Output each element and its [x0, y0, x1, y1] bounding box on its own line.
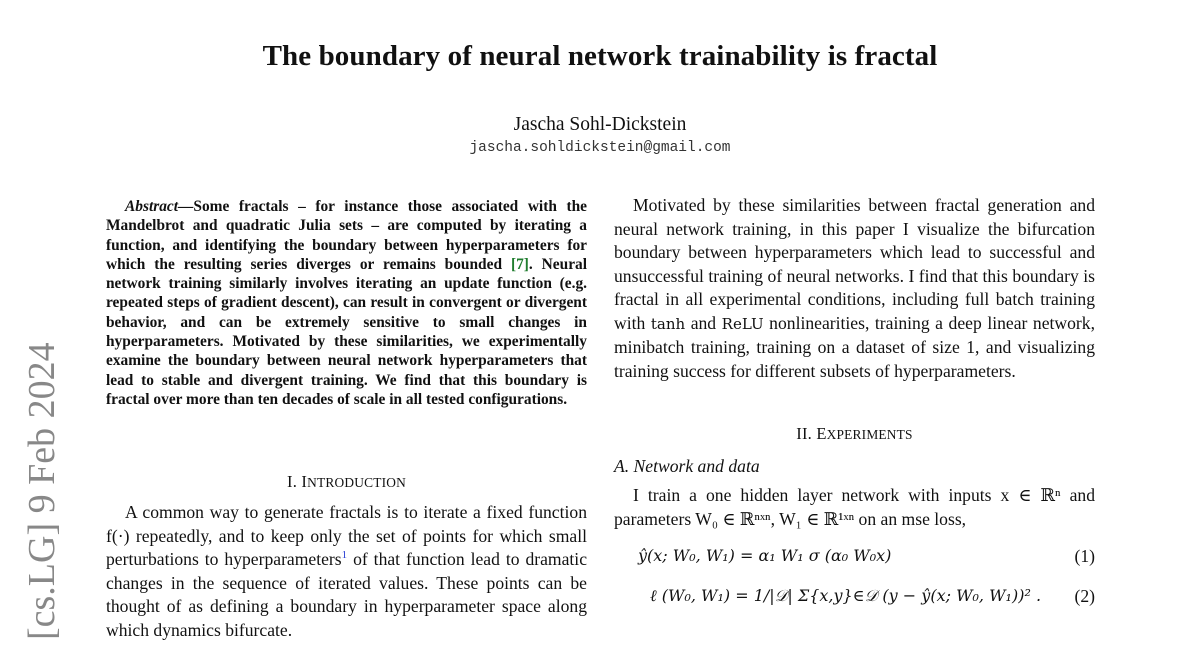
equation-1-expr: ŷ(x; W₀, W₁) = α₁ W₁ σ (α₀ W₀x) [638, 546, 892, 565]
abstract-lead: Abstract— [125, 198, 194, 215]
footnote-link[interactable]: 1 [341, 549, 348, 562]
motivation-paragraph: Motivated by these similarities between fractal generation and neural network training, in this paper I visualize the bifurcation boundary between hyperparameters which lead to successful and unsuccessful training of neural networks. I find that this boundary is fractal in all experimental conditions, including full batch training with tanh and ReLU nonlinearities, training a deep linear network, minibatch training, training on a dataset of size 1, and visualizing training success for different subsets of hyperparameters. [614, 195, 1095, 381]
author-name: Jascha Sohl-Dickstein [513, 114, 687, 135]
equation-1-number: (1) [1074, 546, 1095, 566]
subsection-heading: A. Network and data [614, 456, 760, 476]
network-paragraph: I train a one hidden layer network with inputs x ∈ ℝⁿ and parameters W₀ ∈ ℝⁿˣⁿ, W₁ ∈ ℝ¹ˣⁿ on an mse loss, [614, 485, 1095, 529]
abstract-text-2: . Neural network training similarly involves iterating an update function (e.g. repeated steps of gradient descent), can result in convergent or divergent behavior, and can be extremely sensitive to small changes in hyperparameters. Motivated by these similarities, we experimentally examine the boundary between neural network hyperparameters that lead to stable and divergent training. We find that this boundary is fractal over more than ten decades of scale in all tested configurations. [106, 255, 587, 408]
section-heading-experiments: II. EXPERIMENTS [796, 424, 913, 443]
intro-paragraph: A common way to generate fractals is to iterate a fixed function f(·) repeatedly, and to keep only the set of points for which small perturbations to hyperparameters$^1$ of that function lead to dramatic changes in the sequence of iterated values. These points can be thought of as defining a boundary in hyperparameter space along which dynamics bifurcate. [106, 502, 588, 640]
abstract-text-1: Some fractals – for instance those associated with the Mandelbrot and quadratic Julia sets – are computed by iterating a function, and identifying the boundary between hyperparameters for which the resulting series diverges or remains bounded [106, 198, 587, 273]
paper-title: The boundary of neural network trainability is fractal [262, 40, 938, 72]
citation-link[interactable]: [7] [510, 255, 529, 273]
arxiv-stamp: [cs.LG] 9 Feb 2024 [21, 342, 63, 640]
author-email: jascha.sohldickstein@gmail.com [469, 140, 731, 156]
equation-2-expr: ℓ (W₀, W₁) = 1/|𝒟| Σ{x,y}∈𝒟 (y − ŷ(x; W₀, W₁))² . [650, 586, 1042, 605]
section-heading-introduction: I. INTRODUCTION [287, 472, 406, 491]
equation-2-number: (2) [1074, 586, 1095, 606]
abstract [106, 197, 587, 409]
